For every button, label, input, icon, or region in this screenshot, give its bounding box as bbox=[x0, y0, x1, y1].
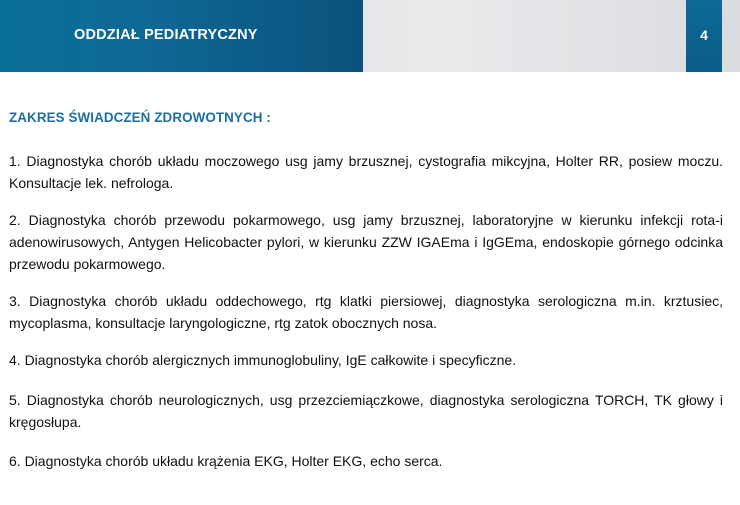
list-item: 4. Diagnostyka chorób alergicznych immunoglobuliny, IgE całkowite i specyficzne. bbox=[9, 352, 517, 368]
page-number: 4 bbox=[700, 27, 708, 43]
section-title: ZAKRES ŚWIADCZEŃ ZDROWOTNYCH : bbox=[9, 110, 271, 125]
list-item: 6. Diagnostyka chorób układu krążenia EKG, Holter EKG, echo serca. bbox=[9, 453, 443, 469]
list-item: 2. Diagnostyka chorób przewodu pokarmowego, usg jamy brzusznej, laboratoryjne w kierunku infekcji rota-i adenowirusowych, Antygen Helicobacter pylori, w kierunku ZZW IGAEma i IgGEma, endoskopie górnego odcinka przewodu pokarmowego. bbox=[9, 212, 723, 272]
header-title-band bbox=[0, 0, 363, 72]
page-number-box bbox=[686, 0, 722, 72]
list-item: 3. Diagnostyka chorób układu oddechowego, rtg klatki piersiowej, diagnostyka serologiczna m.in. krztusiec, mycoplasma, konsultacje laryngologiczne, rtg zatok obocznych nosa. bbox=[9, 293, 723, 331]
list-item: 1. Diagnostyka chorób układu moczowego usg jamy brzusznej, cystografia mikcyjna, Holter RR, posiew moczu. Konsultacje lek. nefrologa. bbox=[9, 153, 723, 191]
page-title: ODDZIAŁ PEDIATRYCZNY bbox=[74, 27, 258, 43]
list-item: 5. Diagnostyka chorób neurologicznych, usg przezciemiączkowe, diagnostyka serologiczna TORCH, TK głowy i kręgosłupa. bbox=[9, 392, 723, 430]
